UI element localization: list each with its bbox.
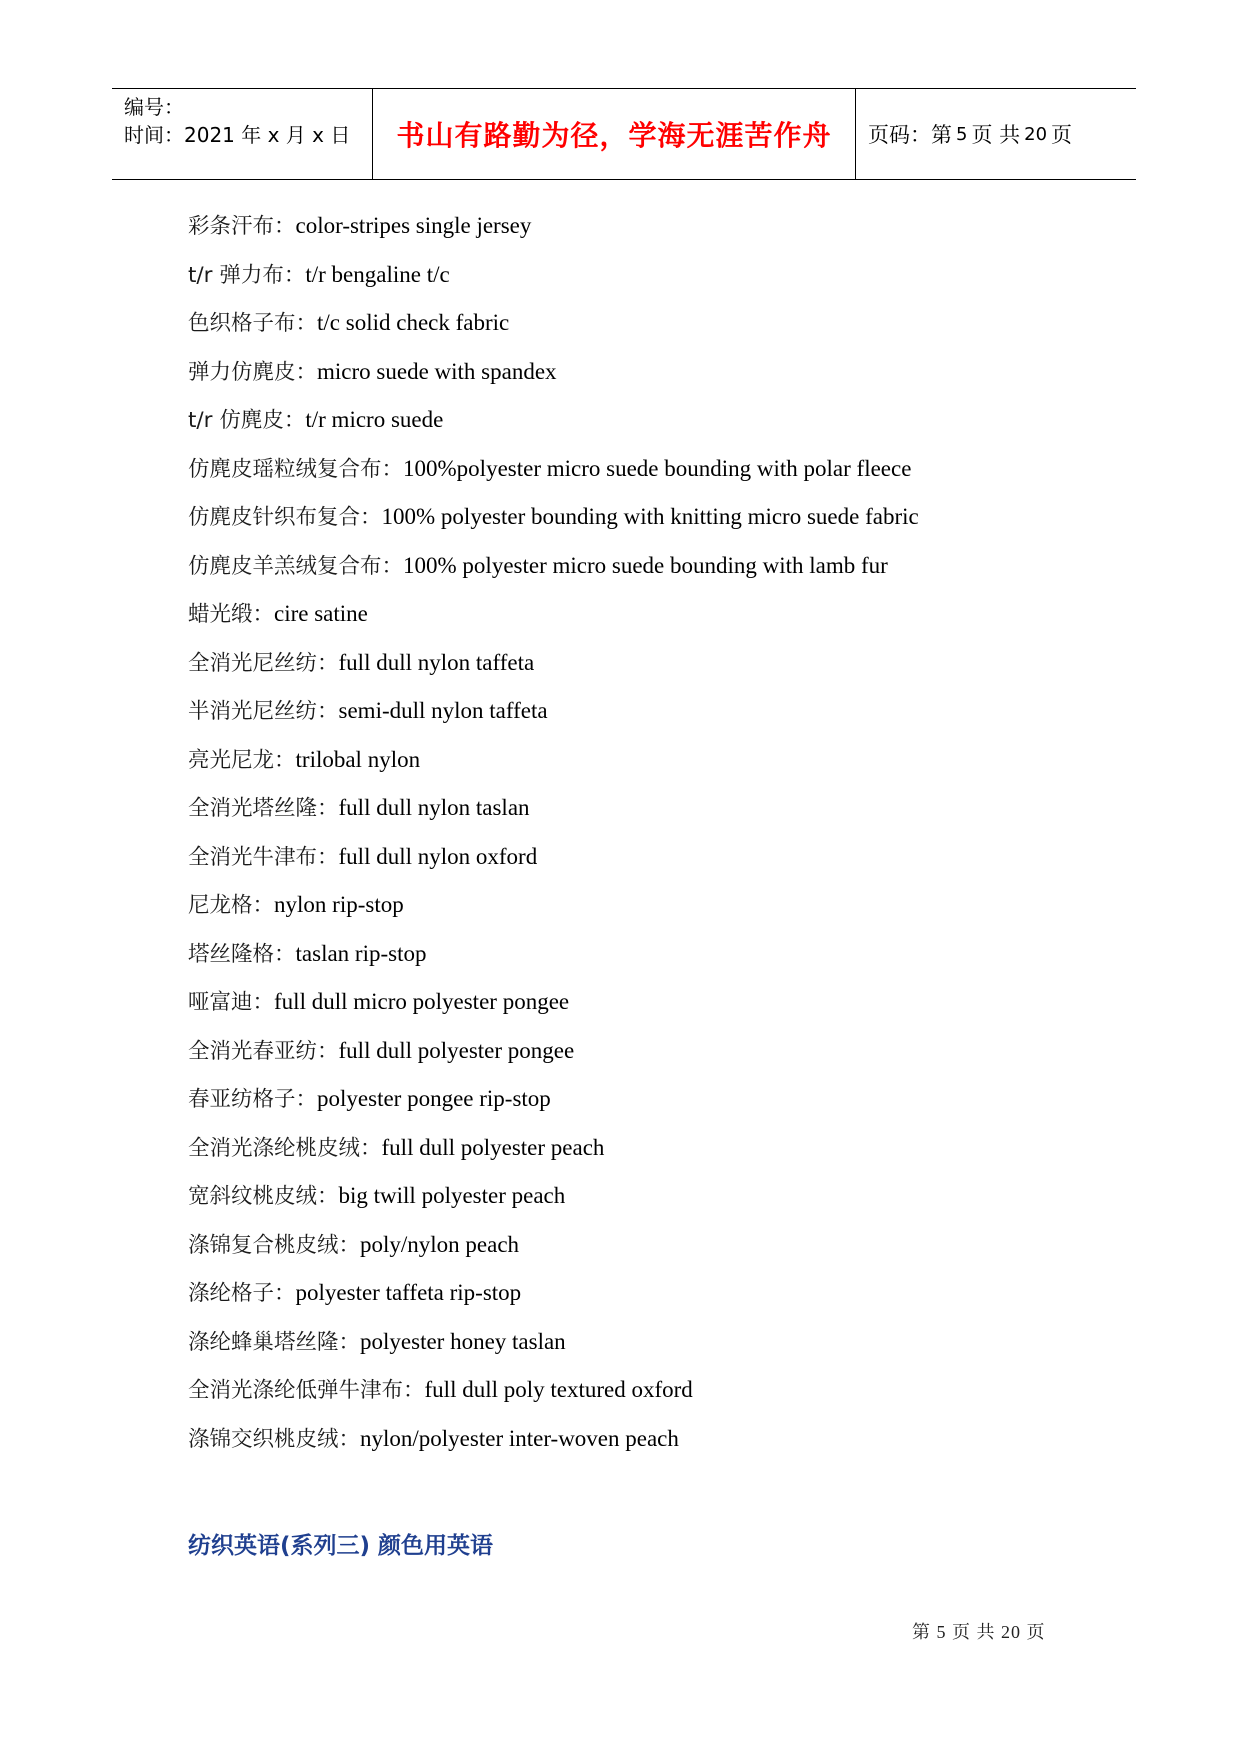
entry-english-term: semi-dull nylon taffeta — [338, 698, 548, 723]
entry-english-term: trilobal nylon — [295, 746, 421, 772]
header-info-cell — [112, 89, 373, 179]
glossary-entry — [188, 1085, 1088, 1134]
entry-chinese-term: 涤纶格子： — [188, 1281, 296, 1306]
page-prefix: 页码：第 — [868, 123, 952, 147]
entry-english-term: full dull polyester peach — [381, 1134, 605, 1160]
entry-chinese-term: 涤锦交织桃皮绒： — [188, 1426, 361, 1452]
entry-english-term: full dull poly textured oxford — [424, 1377, 693, 1402]
glossary-entry — [188, 212, 1088, 261]
entry-english-term: color-stripes single jersey — [295, 213, 532, 238]
header-motto: 书山有路勤为径，学海无涯苦作舟 — [396, 119, 832, 152]
entry-chinese-term: 全消光涤纶桃皮绒： — [188, 1135, 382, 1161]
glossary-list — [188, 212, 1088, 1473]
entry-english-term: polyester pongee rip-stop — [317, 1086, 551, 1111]
entry-chinese-term: 色织格子布： — [188, 311, 318, 336]
page-suffix: 页 — [1051, 123, 1073, 147]
glossary-entry — [188, 1231, 1088, 1280]
entry-chinese-term: 涤纶蜂巢塔丝隆： — [188, 1329, 361, 1355]
entry-chinese-term: 弹力仿麂皮： — [188, 359, 318, 385]
entry-chinese-term: 全消光涤纶低弹牛津布： — [188, 1378, 425, 1403]
glossary-entry — [188, 358, 1088, 407]
entry-english-term: poly/nylon peach — [360, 1231, 520, 1257]
glossary-entry — [188, 309, 1088, 358]
header-page-cell — [856, 89, 1136, 179]
entry-english-term: t/r micro suede — [305, 407, 444, 432]
entry-english-term: full dull micro polyester pongee — [274, 989, 570, 1014]
header-motto-cell — [373, 89, 856, 179]
document-number-label: 编号： — [124, 95, 184, 119]
entry-chinese-term: 全消光春亚纺： — [188, 1038, 339, 1064]
entry-english-term: nylon/polyester inter-woven peach — [360, 1425, 679, 1451]
glossary-entry — [188, 1279, 1088, 1328]
glossary-entry — [188, 697, 1088, 746]
glossary-entry — [188, 988, 1088, 1037]
entry-chinese-term: t/r 弹力布： — [188, 262, 306, 288]
entry-english-term: full dull nylon oxford — [338, 843, 538, 869]
entry-english-term: full dull nylon taffeta — [338, 649, 535, 675]
glossary-entry — [188, 843, 1088, 892]
glossary-entry — [188, 1425, 1088, 1474]
page-current-number: 5 — [956, 123, 968, 145]
entry-english-term: 100% polyester micro suede bounding with lamb fur — [403, 552, 888, 578]
glossary-entry — [188, 1328, 1088, 1377]
entry-chinese-term: 蜡光缎： — [188, 602, 275, 627]
entry-chinese-term: 春亚纺格子： — [188, 1087, 318, 1112]
entry-english-term: big twill polyester peach — [338, 1183, 566, 1208]
glossary-entry — [188, 940, 1088, 989]
entry-chinese-term: 塔丝隆格： — [188, 941, 296, 967]
glossary-entry — [188, 1376, 1088, 1425]
entry-chinese-term: t/r 仿麂皮： — [188, 408, 306, 433]
glossary-entry — [188, 1037, 1088, 1086]
page-total-number: 20 — [1024, 123, 1048, 145]
page-footer: 第 5 页 共 20 页 — [912, 1622, 1046, 1642]
glossary-entry — [188, 552, 1088, 601]
page-header — [112, 88, 1136, 180]
entry-english-term: t/r bengaline t/c — [305, 261, 450, 287]
entry-chinese-term: 半消光尼丝纺： — [188, 699, 339, 724]
glossary-entry — [188, 1182, 1088, 1231]
glossary-entry — [188, 261, 1088, 310]
entry-chinese-term: 全消光牛津布： — [188, 844, 339, 870]
entry-english-term: polyester honey taslan — [360, 1328, 566, 1354]
entry-english-term: full dull nylon taslan — [338, 795, 530, 820]
entry-english-term: micro suede with spandex — [317, 358, 557, 384]
section-title: 纺织英语(系列三) 颜色用英语 — [188, 1533, 494, 1559]
entry-chinese-term: 涤锦复合桃皮绒： — [188, 1232, 361, 1258]
entry-chinese-term: 全消光尼丝纺： — [188, 650, 339, 676]
entry-chinese-term: 彩条汗布： — [188, 214, 296, 239]
glossary-entry — [188, 794, 1088, 843]
entry-chinese-term: 仿麂皮羊羔绒复合布： — [188, 553, 404, 579]
glossary-entry — [188, 503, 1088, 552]
glossary-entry — [188, 406, 1088, 455]
glossary-entry — [188, 1134, 1088, 1183]
entry-chinese-term: 宽斜纹桃皮绒： — [188, 1184, 339, 1209]
entry-english-term: cire satine — [274, 601, 368, 626]
entry-english-term: 100% polyester bounding with knitting micro suede fabric — [381, 504, 919, 529]
entry-english-term: taslan rip-stop — [295, 940, 427, 966]
entry-chinese-term: 仿麂皮针织布复合： — [188, 505, 382, 530]
entry-english-term: 100%polyester micro suede bounding with polar fleece — [403, 455, 912, 481]
glossary-entry — [188, 455, 1088, 504]
glossary-entry — [188, 649, 1088, 698]
entry-chinese-term: 尼龙格： — [188, 893, 275, 918]
entry-english-term: full dull polyester pongee — [338, 1037, 575, 1063]
entry-chinese-term: 亮光尼龙： — [188, 747, 296, 773]
glossary-entry — [188, 891, 1088, 940]
entry-english-term: nylon rip-stop — [274, 892, 404, 917]
page-mid: 页 共 — [971, 123, 1021, 147]
entry-chinese-term: 哑富迪： — [188, 990, 275, 1015]
glossary-entry — [188, 600, 1088, 649]
glossary-entry — [188, 746, 1088, 795]
document-time-label: 时间：2021 年 x 月 x 日 — [124, 123, 351, 147]
entry-chinese-term: 全消光塔丝隆： — [188, 796, 339, 821]
entry-english-term: t/c solid check fabric — [317, 310, 510, 335]
entry-chinese-term: 仿麂皮瑶粒绒复合布： — [188, 456, 404, 482]
entry-english-term: polyester taffeta rip-stop — [295, 1280, 522, 1305]
